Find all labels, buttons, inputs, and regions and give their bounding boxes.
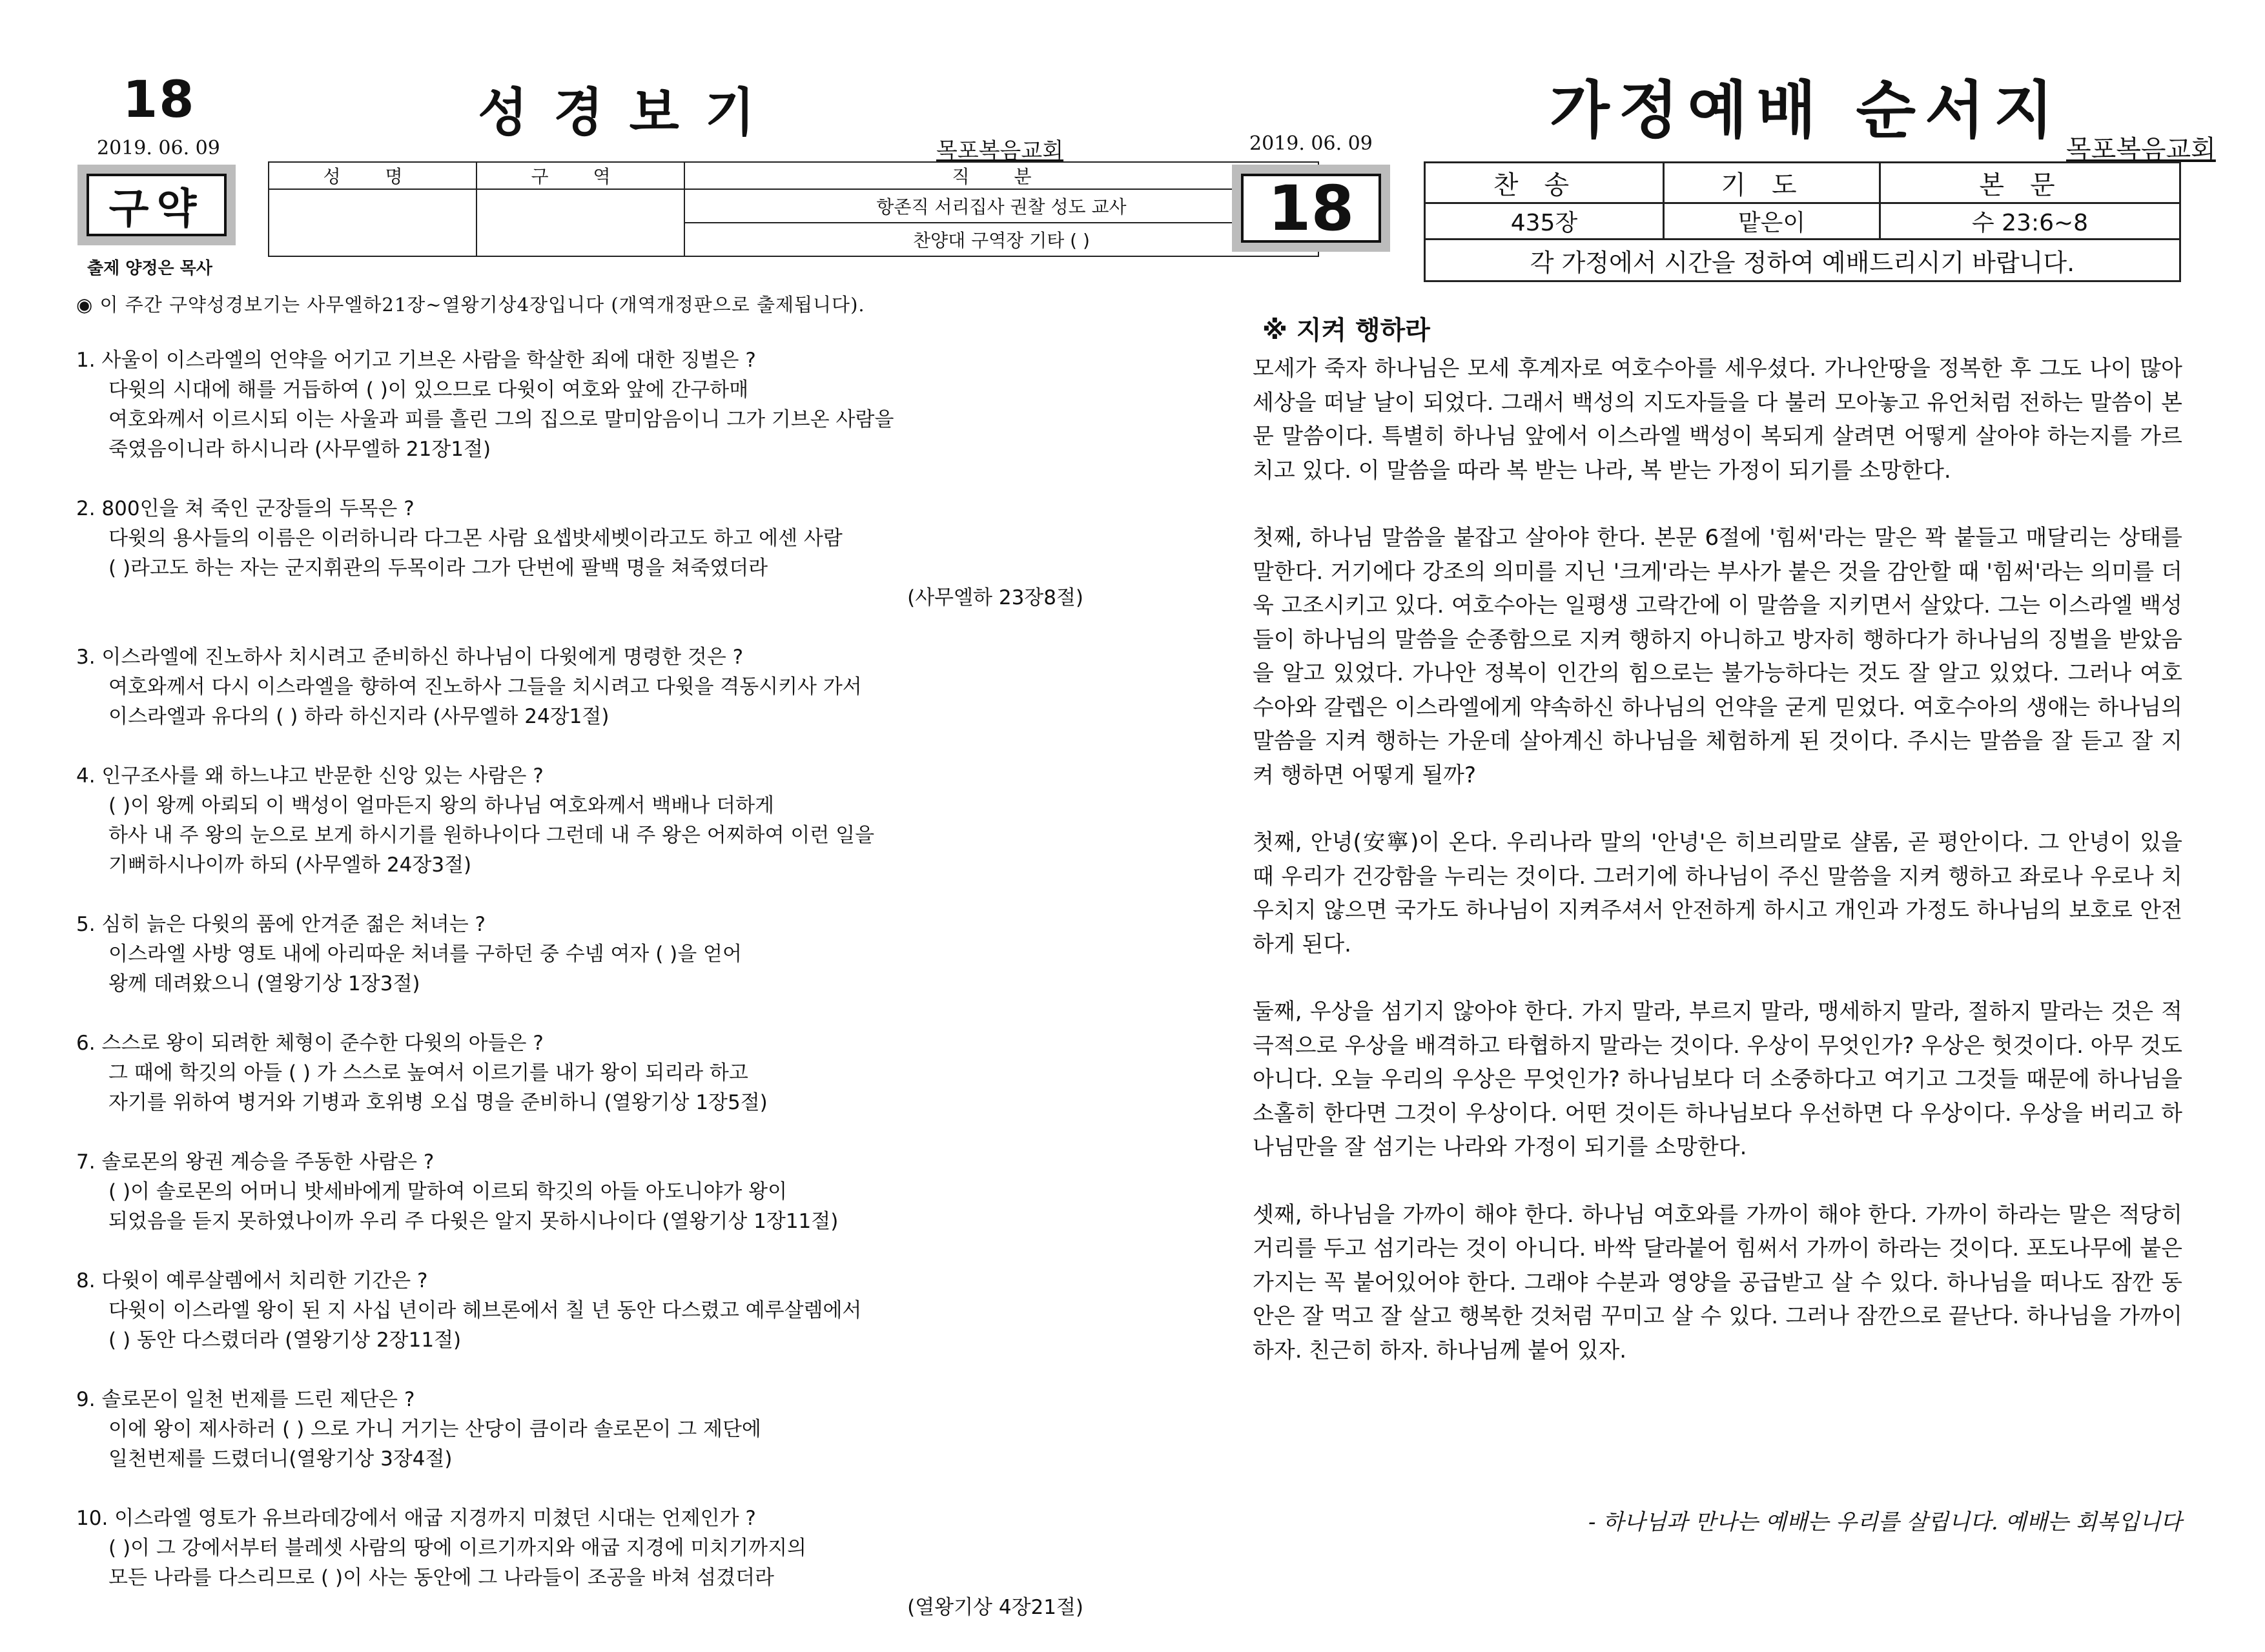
sermon-body: [1253, 352, 2182, 1401]
closing-line: - 하나님과 만나는 예배는 우리를 살립니다. 예배는 회복입니다: [1588, 1509, 2182, 1535]
sermon-paragraph: 첫째, 안녕(安寧)이 온다. 우리나라 말의 '안녕'은 히브리말로 샬롬, 곧 평안이다. 그 안녕이 있을 때 우리가 건강함을 누리는 것이다. 그러기에 하나님이 주신 말씀을 지켜 행하고 좌로나 우로나 치우치지 않으면 국가도 하나님이 지켜주셔서 안전하게 하시고 개인과 가정도 하나님의 보호로 안전하게 된다.: [1253, 830, 2182, 957]
question-item: [76, 1266, 1083, 1355]
question-item: [76, 910, 1083, 999]
question-answer-line: ( )이 왕께 아뢰되 이 백성이 얼마든지 왕의 하나님 여호와께서 백배나 더하게: [108, 794, 774, 817]
name-header: 성 명: [269, 162, 477, 189]
worship-church-name: 목포복음교회: [2066, 135, 2216, 165]
question-answer-line: ( )이 솔로몬의 어머니 밧세바에게 말하여 이르되 학깃의 아들 아도니야가 왕이: [108, 1180, 788, 1203]
testament-label: 구약: [87, 174, 227, 236]
testament-badge: [77, 165, 236, 245]
question-answer-line: 이스라엘 사방 영토 내에 아리따운 처녀를 구하던 중 수넴 여자 ( )을 얻어: [108, 943, 742, 966]
question-answer-line: 하사 내 주 왕의 눈으로 보게 하시기를 원하나이다 그런데 내 주 왕은 어찌하여 이런 일을: [108, 824, 875, 847]
question-list: [76, 345, 1083, 1652]
question-item: [76, 1504, 1083, 1622]
question-text: 8. 다윗이 예루살렘에서 치리한 기간은 ?: [76, 1269, 428, 1292]
district-field[interactable]: [477, 189, 684, 256]
sermon-paragraph: 셋째, 하나님을 가까이 해야 한다. 하나님 여호와를 가까이 해야 한다. 가까이 하라는 말은 적당히 거리를 두고 섬기라는 것이 아니다. 바싹 달라붙어 힘써서 가까이 하라는 것이다. 포도나무에 붙은 가지는 꼭 붙어있어야 한다. 그래야 수분과 영양을 공급받고 살 수 있다. 하나님을 떠나도 잠깐 동안은 잘 먹고 잘 살고 행복한 것처럼 꾸미고 살 수 있다. 그러나 잠깐으로 끝난다. 하나님을 가까이 하자. 친근히 하자. 하나님께 붙어 있자.: [1253, 1201, 2182, 1363]
worship-title: 가정예배 순서지: [1550, 74, 2063, 147]
question-reference: (열왕기상 4장21절): [907, 1596, 1083, 1619]
question-text: 2. 800인을 쳐 죽인 군장들의 두목은 ?: [76, 497, 415, 520]
question-answer-line: 죽였음이니라 하시니라 (사무엘하 21장1절): [108, 438, 491, 461]
question-item: [76, 1385, 1083, 1474]
question-item: [76, 1147, 1083, 1236]
question-answer-line: 다윗의 용사들의 이름은 이러하니라 다그몬 사람 요셉밧세벳이라고도 하고 에센 사람: [108, 527, 843, 550]
church-name: 목포복음교회: [936, 138, 1064, 164]
question-item: [76, 494, 1083, 613]
question-answer-line: 기뻐하시나이까 하되 (사무엘하 24장3절): [108, 853, 472, 877]
week-badge-number: 18: [1241, 174, 1381, 243]
question-answer-line: 일천번제를 드렸더니(열왕기상 3장4절): [108, 1447, 453, 1471]
hymn-value: 435장: [1425, 203, 1664, 240]
question-text: 7. 솔로몬의 왕권 계승을 주동한 사람은 ?: [76, 1150, 435, 1174]
issue-date: 2019. 06. 09: [97, 137, 220, 159]
question-answer-line: 이에 왕이 제사하러 ( ) 으로 가니 거기는 산당이 큼이라 솔로몬이 그 제단에: [108, 1418, 761, 1441]
question-answer-line: 이스라엘과 유다의 ( ) 하라 하신지라 (사무엘하 24장1절): [108, 705, 610, 728]
sermon-paragraph: 첫째, 하나님 말씀을 붙잡고 살아야 한다. 본문 6절에 '힘써'라는 말은 꽉 붙들고 매달리는 상태를 말한다. 거기에다 강조의 의미를 지닌 '크게'라는 부사가 붙은 것을 감안할 때 '힘써'라는 의미를 더욱 고조시키고 있다. 여호수아는 일평생 고락간에 이 말씀을 지키면서 살았다. 그는 이스라엘 백성들이 하나님의 말씀을 순종함으로 지켜 행하지 아니하고 방자히 행하다가 하나님의 징벌을 받았음을 알고 있었다. 가나안 정복이 인간의 힘으로는 불가능하다는 것도 잘 알고 있었다. 그러나 여호수아와 갈렙은 이스라엘에게 약속하신 하나님의 언약을 굳게 믿었다. 여호수아의 생애는 하나님의 말씀을 지켜 행하는 가운데 살아계신 하나님을 체험하게 된 것이다. 주시는 말씀을 잘 듣고 잘 지켜 행하면 어떻게 될까?: [1253, 525, 2182, 788]
role-header: 직 분: [684, 162, 1318, 189]
sermon-paragraph: 둘째, 우상을 섬기지 않아야 한다. 가지 말라, 부르지 말라, 맹세하지 말라, 절하지 말라는 것은 적극적으로 우상을 배격하고 타협하지 말라는 것이다. 우상이 무엇인가? 우상은 헛것이다. 아무 것도 아니다. 오늘 우리의 우상은 무엇인가? 하나님보다 더 소중하다고 여기고 그것들 때문에 하나님을 소홀히 한다면 그것이 우상이다. 어떤 것이든 하나님보다 우선하면 다 우상이다. 우상을 버리고 하나님만을 잘 섬기는 나라와 가정이 되기를 소망한다.: [1253, 999, 2182, 1160]
week-number: 18: [123, 71, 196, 129]
worship-order-table: [1424, 161, 2181, 282]
worship-date: 2019. 06. 09: [1249, 132, 1373, 155]
question-answer-line: 되었음을 듣지 못하였나이까 우리 주 다윗은 알지 못하시나이다 (열왕기상 1장11절): [108, 1210, 839, 1233]
question-answer-line: 자기를 위하여 병거와 기병과 호위병 오십 명을 준비하니 (열왕기상 1장5절): [108, 1091, 768, 1114]
question-answer-line: ( )라고도 하는 자는 군지휘관의 두목이라 그가 단번에 팔백 명을 쳐죽였더라: [108, 556, 768, 580]
setter-credit: 출제 양정은 목사: [87, 259, 212, 278]
question-answer-line: 다윗이 이스라엘 왕이 된 지 사십 년이라 헤브론에서 칠 년 동안 다스렸고 예루살렘에서: [108, 1299, 862, 1322]
scripture-header: 본문: [1880, 163, 2180, 203]
worship-note: 각 가정에서 시간을 정하여 예배드리시기 바랍니다.: [1425, 240, 2180, 281]
question-answer-line: ( )이 그 강에서부터 블레셋 사람의 땅에 이르기까지와 애굽 지경에 미치기까지의: [108, 1536, 806, 1560]
question-reference: (사무엘하 23장8절): [907, 586, 1083, 609]
question-text: 9. 솔로몬이 일천 번제를 드린 제단은 ?: [76, 1388, 415, 1411]
question-item: [76, 642, 1083, 731]
intro-notice: ◉ 이 주간 구약성경보기는 사무엘하21장~열왕기상4장입니다 (개역개정판으로 출제됩니다).: [76, 294, 865, 316]
page-title: 성경보기: [478, 83, 781, 143]
question-answer-line: 모든 나라를 다스리므로 ( )이 사는 동안에 그 나라들이 조공을 바쳐 섬겼더라: [108, 1566, 774, 1589]
question-answer-line: 다윗의 시대에 해를 거듭하여 ( )이 있으므로 다윗이 여호와 앞에 간구하매: [108, 378, 749, 402]
role-options-1: 항존직 서리집사 권찰 성도 교사: [684, 189, 1318, 223]
question-item: [76, 345, 1083, 464]
question-answer-line: 여호와께서 다시 이스라엘을 향하여 진노하사 그들을 치시려고 다윗을 격동시키사 가서: [108, 675, 862, 699]
role-options-2: 찬양대 구역장 기타 ( ): [684, 223, 1318, 256]
question-item: [76, 761, 1083, 880]
question-text: 10. 이스라엘 영토가 유브라데강에서 애굽 지경까지 미쳤던 시대는 언제인가 ?: [76, 1507, 756, 1530]
question-text: 4. 인구조사를 왜 하느냐고 반문한 신앙 있는 사람은 ?: [76, 764, 544, 788]
question-answer-line: 그 때에 학깃의 아들 ( ) 가 스스로 높여서 이르기를 내가 왕이 되리라 하고: [108, 1061, 748, 1085]
sermon-title: ※ 지켜 행하라: [1262, 316, 1430, 345]
sermon-paragraph: 모세가 죽자 하나님은 모세 후계자로 여호수아를 세우셨다. 가나안땅을 정복한 후 그도 나이 많아 세상을 떠날 날이 되었다. 그래서 백성의 지도자들을 다 불러 모아놓고 유언처럼 전하는 말씀이 본문 말씀이다. 특별히 하나님 앞에서 이스라엘 백성이 복되게 살려면 어떻게 살아야 하는지를 가르치고 있다. 이 말씀을 따라 복 받는 나라, 복 받는 가정이 되기를 소망한다.: [1253, 356, 2182, 484]
question-text: 1. 사울이 이스라엘의 언약을 어기고 기브온 사람을 학살한 죄에 대한 징벌은 ?: [76, 349, 756, 372]
question-answer-line: ( ) 동안 다스렸더라 (열왕기상 2장11절): [108, 1329, 462, 1352]
member-info-table: [268, 161, 1319, 257]
question-text: 6. 스스로 왕이 되려한 체형이 준수한 다윗의 아들은 ?: [76, 1032, 544, 1055]
question-text: 5. 심히 늙은 다윗의 품에 안겨준 젊은 처녀는 ?: [76, 913, 486, 936]
question-answer-line: 여호와께서 이르시되 이는 사울과 피를 흘린 그의 집으로 말미암음이니 그가 기브온 사람을: [108, 408, 894, 431]
question-answer-line: 왕께 데려왔으니 (열왕기상 1장3절): [108, 972, 420, 995]
prayer-value: 맡은이: [1664, 203, 1880, 240]
week-badge: [1232, 165, 1390, 252]
district-header: 구 역: [477, 162, 684, 189]
name-field[interactable]: [269, 189, 477, 256]
scripture-value: 수 23:6~8: [1880, 203, 2180, 240]
prayer-header: 기도: [1664, 163, 1880, 203]
hymn-header: 찬송: [1425, 163, 1664, 203]
question-text: 3. 이스라엘에 진노하사 치시려고 준비하신 하나님이 다윗에게 명령한 것은 ?: [76, 646, 744, 669]
question-item: [76, 1028, 1083, 1117]
